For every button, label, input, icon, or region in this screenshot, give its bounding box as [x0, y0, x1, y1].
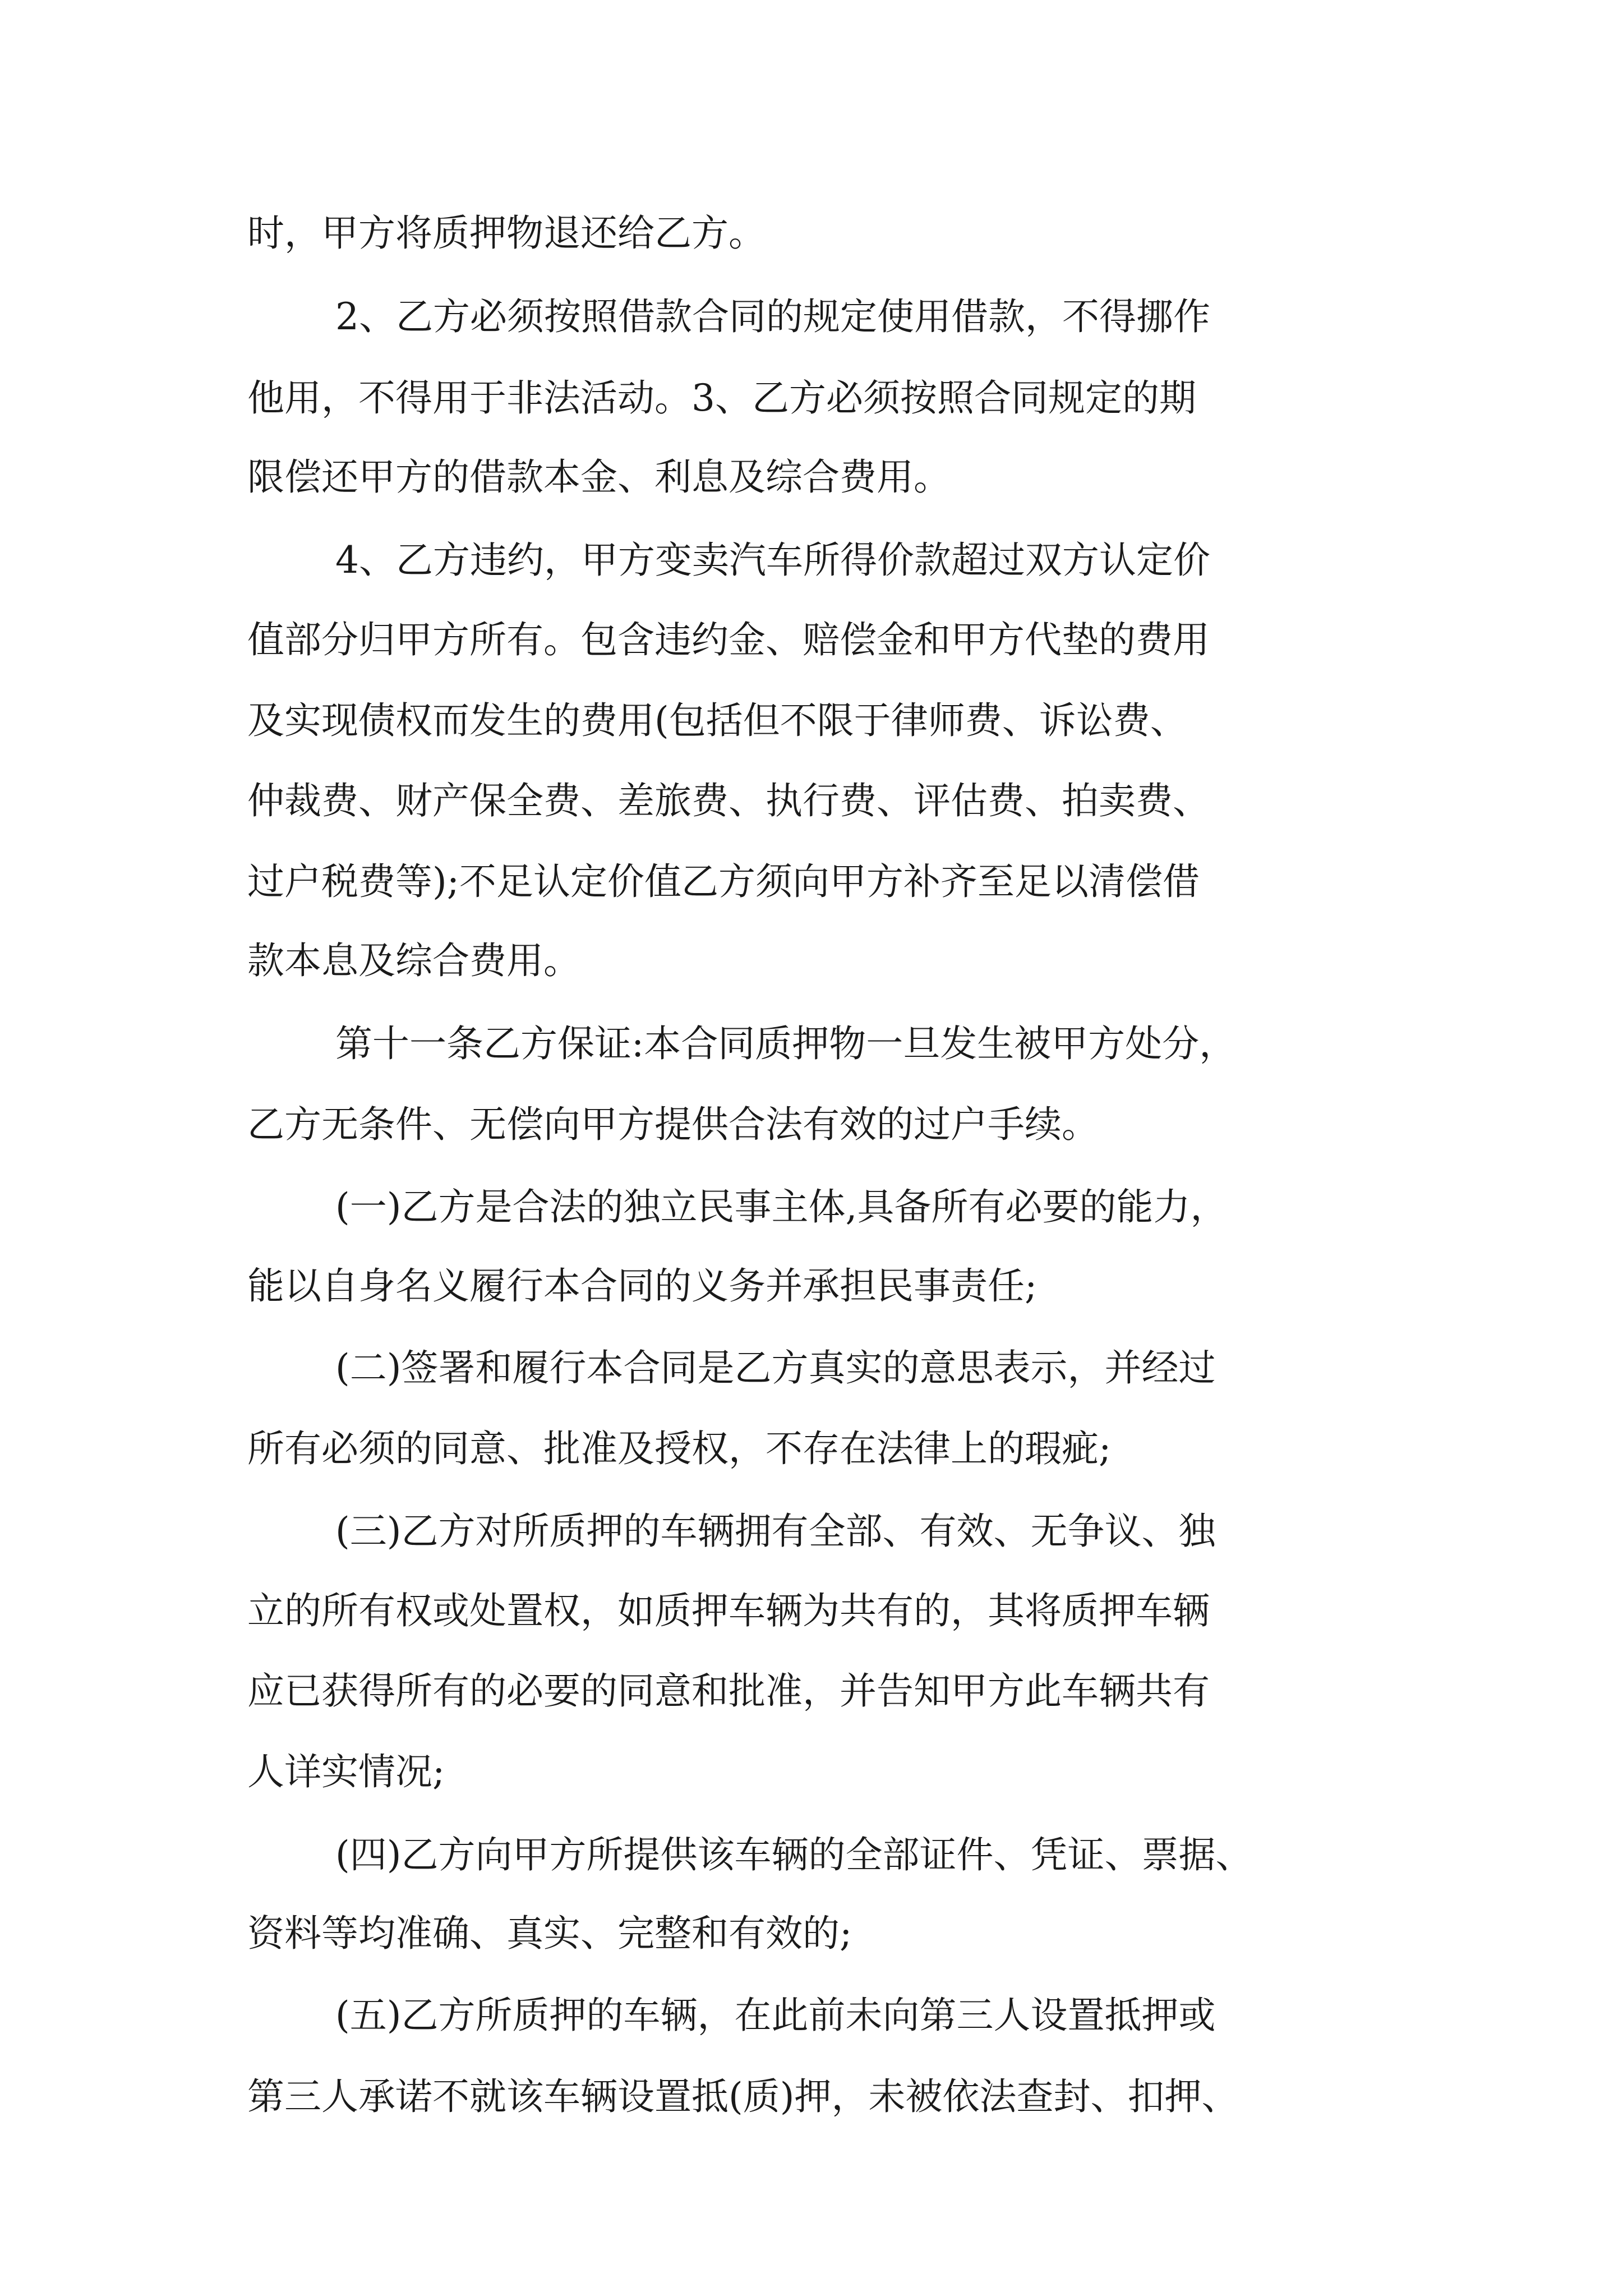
- text-line: 资料等均准确、真实、完整和有效的;: [247, 1912, 852, 1955]
- text-line: 立的所有权或处置权，如质押车辆为共有的，其将质押车辆: [247, 1589, 1210, 1632]
- text-line: 第三人承诺不就该车辆设置抵(质)押，未被依法查封、扣押、: [247, 2075, 1239, 2118]
- text-line: 值部分归甲方所有。包含违约金、赔偿金和甲方代垫的费用: [247, 618, 1210, 661]
- text-line: 过户税费等);不足认定价值乙方须向甲方补齐至足以清偿借: [247, 860, 1200, 903]
- text-line: 限偿还甲方的借款本金、利息及综合费用。: [247, 455, 951, 499]
- text-line: (三)乙方对所质押的车辆拥有全部、有效、无争议、独: [335, 1510, 1216, 1553]
- text-line: 能以自身名义履行本合同的义务并承担民事责任;: [247, 1264, 1038, 1308]
- text-line: 款本息及综合费用。: [247, 939, 580, 982]
- text-line: (二)签署和履行本合同是乙方真实的意思表示，并经过: [335, 1346, 1216, 1389]
- text-line: 仲裁费、财产保全费、差旅费、执行费、评估费、拍卖费、: [247, 779, 1210, 822]
- text-line: 时，甲方将质押物退还给乙方。: [247, 211, 766, 255]
- text-line: (一)乙方是合法的独立民事主体,具备所有必要的能力，: [335, 1185, 1228, 1228]
- text-line: (四)乙方向甲方所提供该车辆的全部证件、凭证、票据、: [335, 1833, 1253, 1876]
- text-line: 及实现债权而发生的费用(包括但不限于律师费、诉讼费、: [247, 699, 1187, 742]
- text-line: 4、乙方违约，甲方变卖汽车所得价款超过双方认定价: [335, 539, 1210, 582]
- text-line: 乙方无条件、无偿向甲方提供合法有效的过户手续。: [247, 1103, 1099, 1146]
- text-line: 他用，不得用于非法活动。3、乙方必须按照合同规定的期: [247, 376, 1196, 420]
- text-line: 2、乙方必须按照借款合同的规定使用借款，不得挪作: [335, 295, 1210, 338]
- text-line: 所有必须的同意、批准及授权，不存在法律上的瑕疵;: [247, 1427, 1112, 1470]
- text-line: 人详实情况;: [247, 1750, 445, 1793]
- text-line: (五)乙方所质押的车辆，在此前未向第三人设置抵押或: [335, 1994, 1216, 2037]
- text-line: 第十一条乙方保证:本合同质押物一旦发生被甲方处分，: [335, 1022, 1237, 1065]
- text-line: 应已获得所有的必要的同意和批准，并告知甲方此车辆共有: [247, 1669, 1210, 1713]
